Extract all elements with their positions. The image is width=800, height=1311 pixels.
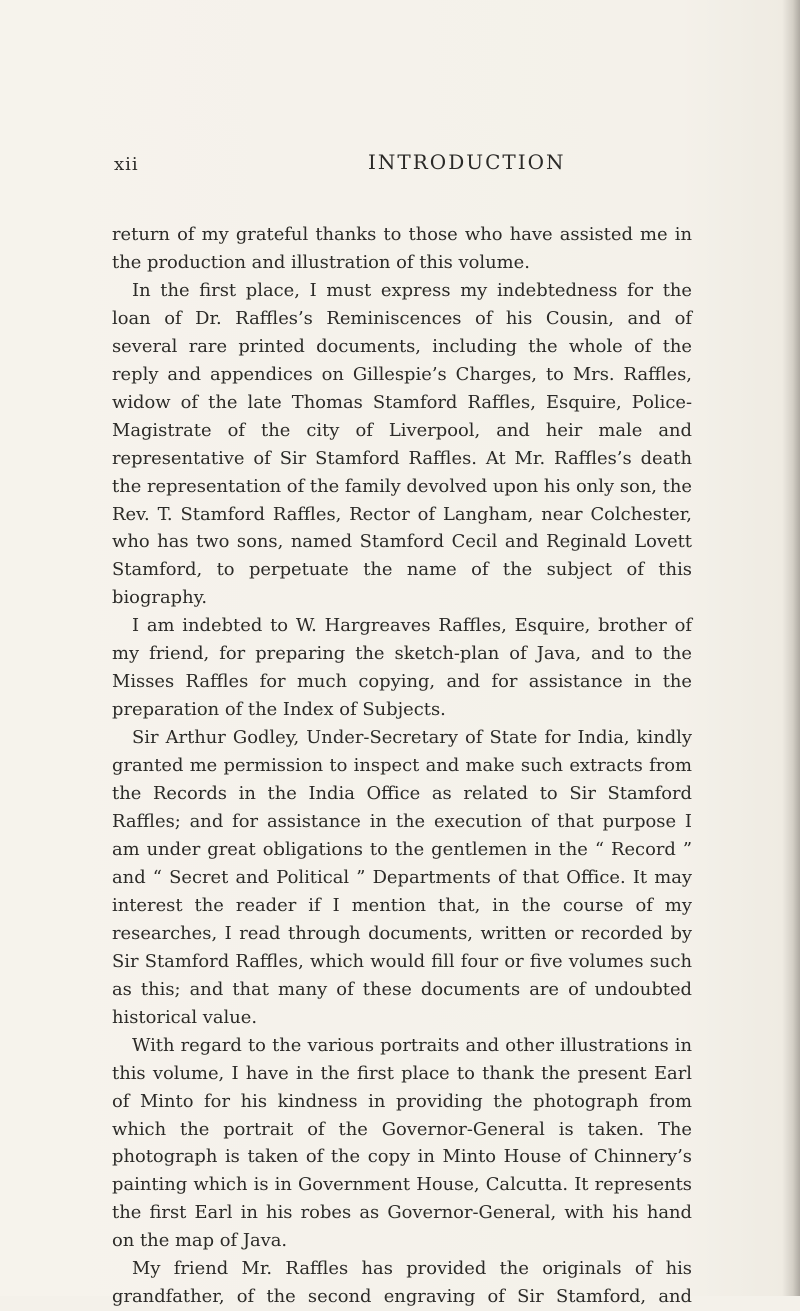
- paragraph-india-office: Sir Arthur Godley, Under-Secretary of State for India, kindly granted me permission to inspect and make such extracts from the Records in the India Office as related to Sir Stamford Raffles; and for assistance in the execution of that purpose I am under great obligations to the gentlemen in the “ Record ” and “ Secret and Political ” Departments of that Office. It may interest the reader if I mention that, in the course of my researches, I read through documents, written or recorded by Sir Stamford Raffles, which would fill four or five volumes such as this; and that many of these documents are of undoubted historical value.: [112, 727, 692, 1028]
- paragraph-portraits: With regard to the various portraits and other illustrations in this volume, I have in the first place to thank the present Earl of Minto for his kindness in providing the photograph from which the portrait of the Governor-General is taken. The photograph is taken of the copy in Minto House of Chinnery’s painting which is in Government House, Calcutta. It represents the first Earl in his robes as Governor-General, with his hand on the map of Java.: [112, 1034, 692, 1252]
- running-head: [0, 150, 800, 180]
- page-number: xii: [114, 154, 139, 175]
- paragraph-continuation: return of my grateful thanks to those who have assisted me in the production and illustration of this volume.: [112, 224, 692, 273]
- paragraph-indebtedness: In the first place, I must express my indebtedness for the loan of Dr. Raffles’s Reminiscences of his Cousin, and of several rare printed documents, including the whole of the reply and appendices on Gillespie’s Charges, to Mrs. Raffles, widow of the late Thomas Stamford Raffles, Esquire, Police-Magistrate of the city of Liverpool, and heir male and representative of Sir Stamford Raffles. At Mr. Raffles’s death the representation of the family devolved upon his only son, the Rev. T. Stamford Raffles, Rector of Langham, near Colchester, who has two sons, named Stamford Cecil and Reginald Lovett Stamford, to perpetuate the name of the subject of this biography.: [112, 279, 692, 609]
- paragraph-hargreaves: I am indebted to W. Hargreaves Raffles, Esquire, brother of my friend, for preparing the sketch-plan of Java, and to the Misses Raffles for much copying, and for assistance in the preparation of the Index of Subjects.: [112, 615, 692, 721]
- chapter-title: INTRODUCTION: [368, 150, 566, 174]
- paragraph-originals: My friend Mr. Raffles has provided the originals of his grandfather, of the second engraving of Sir Stamford, and: [112, 1258, 692, 1308]
- page-edge-shadow: [782, 0, 800, 1296]
- body-text: [112, 221, 692, 1311]
